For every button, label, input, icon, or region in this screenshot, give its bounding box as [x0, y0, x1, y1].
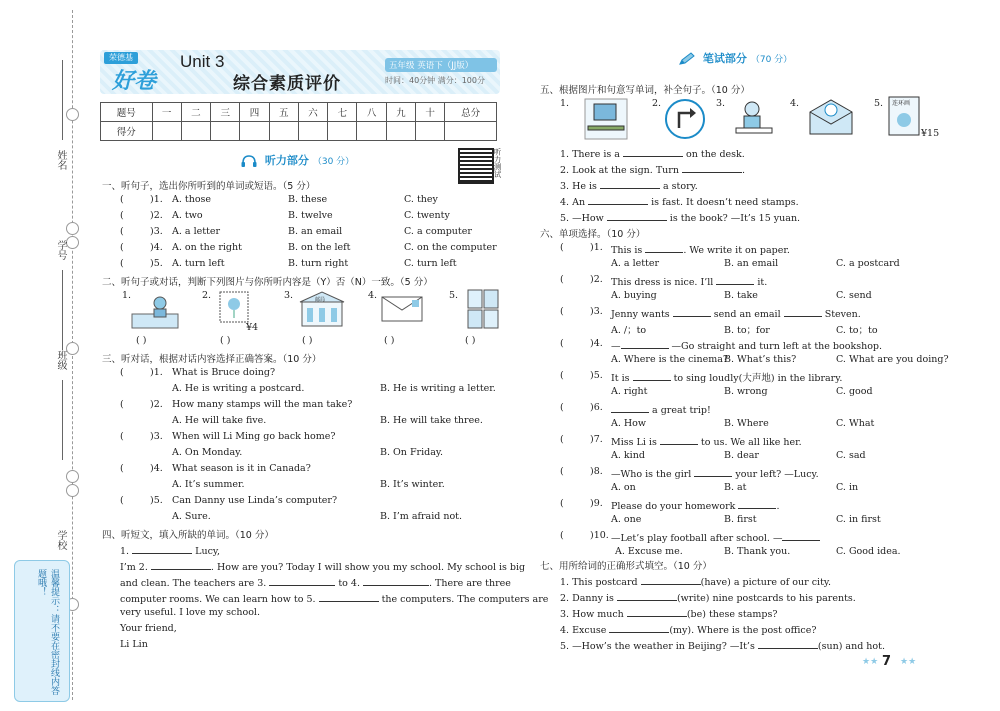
question-text	[611, 306, 861, 320]
score-cell: 二	[181, 103, 210, 122]
option-b: B. He is writing a letter.	[380, 383, 496, 394]
fill-blank[interactable]	[588, 194, 648, 205]
answer-bracket[interactable]: (	[120, 367, 124, 378]
answer-bracket[interactable]: (	[120, 258, 124, 269]
question-text	[611, 242, 790, 256]
fill-blank[interactable]	[660, 434, 698, 445]
sentence-text: 3. How much	[560, 609, 624, 620]
answer-bracket[interactable]: (	[120, 226, 124, 237]
decor-stars-right: ★★	[900, 657, 917, 667]
stamps-picture	[466, 288, 502, 332]
class-field[interactable]	[62, 380, 63, 460]
sentence-text: 1. This postcard	[560, 577, 638, 588]
score-row-label: 得分	[101, 122, 153, 141]
question-row	[560, 606, 777, 620]
question-part: This is	[611, 245, 643, 256]
picture-number: 4.	[790, 98, 800, 109]
fill-blank[interactable]	[645, 242, 683, 253]
option-b: B. wrong	[724, 386, 768, 397]
sentence-text: (have) a picture of our city.	[700, 577, 832, 588]
decor-stars-left: ★★	[862, 657, 879, 667]
score-input[interactable]	[181, 122, 210, 141]
question-part: to us. We all like her.	[700, 437, 802, 448]
sentence-text: 4. An	[560, 197, 586, 208]
option-b: B. Thank you.	[724, 546, 791, 557]
answer-bracket[interactable]: (	[560, 402, 564, 413]
score-cell: 七	[328, 103, 357, 122]
sentence-text: 5. —How’s the weather in Beijing? —It’s	[560, 641, 755, 652]
question-number: )1.	[150, 367, 163, 378]
question-row	[560, 162, 745, 176]
option-c: C. in	[836, 482, 859, 493]
picture-number: 2.	[652, 98, 662, 109]
option-b: B. these	[288, 194, 328, 205]
score-value-row	[101, 122, 497, 141]
sentence-text: 2. Look at the sign. Turn	[560, 165, 679, 176]
option-b: B. to；for	[724, 325, 770, 336]
binding-hole	[66, 470, 79, 483]
score-input[interactable]	[211, 122, 240, 141]
option-a: A. a letter	[611, 258, 660, 269]
option-a: A. right	[611, 386, 648, 397]
answer-bracket[interactable]: ( )	[136, 335, 147, 346]
fill-blank-3[interactable]	[269, 575, 335, 586]
fill-blank[interactable]	[611, 402, 649, 413]
logo: 好卷	[112, 69, 157, 94]
question-row	[560, 590, 856, 604]
question-row	[560, 622, 816, 636]
option-b: B. turn right	[288, 258, 349, 269]
comic-book-picture	[888, 96, 920, 136]
fill-blank[interactable]	[617, 590, 677, 601]
writing-points: （70 分）	[750, 55, 793, 65]
passage-line: Your friend,	[120, 623, 177, 634]
option-b: B. It’s winter.	[380, 479, 445, 490]
passage-text: 1.	[120, 546, 130, 557]
question-number: )10.	[590, 530, 609, 541]
option-a: A. turn left	[172, 258, 225, 269]
stamp-picture	[216, 290, 256, 326]
section-2-heading: 二、听句子或对话，判断下列图片与你所听内容是（Y）否（N）一致。（5 分）	[102, 277, 433, 288]
school-label: 学校	[55, 530, 66, 550]
option-c: C. good	[836, 386, 873, 397]
option-c: C. they	[404, 194, 438, 205]
question-number: )5.	[590, 370, 603, 381]
question-row	[560, 210, 800, 224]
option-c: C. What are you doing?	[836, 354, 949, 365]
score-input[interactable]	[152, 122, 181, 141]
sentence-text: (write) nine postcards to his parents.	[676, 593, 856, 604]
fill-blank[interactable]	[641, 574, 701, 585]
score-cell: 六	[298, 103, 327, 122]
option-b: B. On Friday.	[380, 447, 443, 458]
score-input[interactable]	[328, 122, 357, 141]
option-a: A. Sure.	[172, 511, 211, 522]
option-c: C. What	[836, 418, 875, 429]
boy-writing-picture	[130, 294, 180, 330]
question-part: —Go straight and turn left at the bookshop.	[671, 341, 883, 352]
question-text	[611, 338, 882, 352]
score-cell: 四	[240, 103, 269, 122]
option-b: B. take	[724, 290, 758, 301]
fill-blank-2[interactable]	[151, 559, 211, 570]
score-input[interactable]	[386, 122, 415, 141]
answer-bracket[interactable]: (	[120, 495, 124, 506]
option-c: C. on the computer	[404, 242, 497, 253]
option-b: B. twelve	[288, 210, 333, 221]
score-cell: 九	[386, 103, 415, 122]
question-text: How many stamps will the man take?	[172, 399, 353, 410]
question-part: It is	[611, 373, 630, 384]
answer-bracket[interactable]: (	[560, 306, 564, 317]
sentence-text: a story.	[663, 181, 698, 192]
fill-blank[interactable]	[782, 530, 820, 541]
option-a: A. He will take five.	[172, 415, 267, 426]
question-part: Miss Li is	[611, 437, 657, 448]
question-row	[560, 146, 745, 160]
fill-blank-1[interactable]	[132, 543, 192, 554]
option-c: C. a computer	[404, 226, 472, 237]
answer-bracket[interactable]: (	[560, 242, 564, 253]
section-3-heading: 三、听对话，根据对话内容选择正确答案。（10 分）	[102, 354, 322, 365]
answer-bracket[interactable]: (	[560, 498, 564, 509]
answer-bracket[interactable]: ( )	[384, 335, 395, 346]
headphones-icon	[240, 154, 258, 168]
sentence-text: 3. He is	[560, 181, 597, 192]
sentence-text: (sun) and hot.	[817, 641, 885, 652]
fill-blank-5[interactable]	[319, 591, 379, 602]
pencil-icon	[678, 52, 696, 66]
option-c: C. Good idea.	[836, 546, 901, 557]
option-b: B. What’s this?	[724, 354, 797, 365]
writing-title	[678, 50, 792, 66]
answer-bracket[interactable]: (	[120, 463, 124, 474]
section-6-heading: 六、单项选择。（10 分）	[540, 229, 646, 240]
option-b: B. an email	[724, 258, 779, 269]
answer-bracket[interactable]: (	[120, 431, 124, 442]
question-text: Can Danny use Linda’s computer?	[172, 495, 338, 506]
fill-blank[interactable]	[623, 146, 683, 157]
sentence-text: on the desk.	[686, 149, 745, 160]
name-label: 姓名	[55, 150, 66, 170]
class-label: 班级	[55, 350, 66, 370]
student-id-field[interactable]	[62, 270, 63, 350]
question-text	[611, 466, 819, 480]
section-5-heading: 五、根据图片和句意写单词，补全句子。（10 分）	[540, 85, 750, 96]
name-field[interactable]	[62, 60, 63, 140]
question-text	[611, 274, 767, 288]
page-number: 7	[882, 654, 892, 669]
question-part: Steven.	[824, 309, 861, 320]
option-a: A. Excuse me.	[615, 546, 683, 557]
fill-blank[interactable]	[627, 606, 687, 617]
option-c: C. twenty	[404, 210, 450, 221]
picture-number: 3.	[716, 98, 726, 109]
option-a: A. a letter	[172, 226, 221, 237]
passage-text: the computers. The computers are	[381, 594, 549, 605]
option-c: C. a postcard	[836, 258, 900, 269]
fill-blank[interactable]	[600, 178, 660, 189]
binding-hole	[66, 222, 79, 235]
comic-book-label: 连环画	[892, 100, 911, 107]
question-part: .	[776, 501, 780, 512]
fill-blank[interactable]	[716, 274, 754, 285]
score-cell: 一	[152, 103, 181, 122]
score-table	[100, 102, 497, 141]
score-input[interactable]	[240, 122, 269, 141]
question-row	[560, 178, 698, 192]
sentence-text: 5. —How	[560, 213, 604, 224]
score-cell: 题号	[101, 103, 153, 122]
sentence-text: 4. Excuse	[560, 625, 607, 636]
fill-blank[interactable]	[621, 338, 669, 349]
time-limit: 时间：40分钟 满分：100分	[385, 76, 485, 85]
score-cell: 总分	[445, 103, 497, 122]
option-c: C. turn left	[404, 258, 457, 269]
passage-text: I’m 2.	[120, 562, 148, 573]
post-office-picture	[296, 290, 348, 330]
option-c: C. send	[836, 290, 872, 301]
fill-blank-4[interactable]	[363, 575, 429, 586]
computer-on-desk-picture	[584, 98, 628, 140]
question-text	[611, 434, 802, 448]
question-part: a great trip!	[652, 405, 711, 416]
question-row	[560, 574, 831, 588]
passage-text: . There are three	[429, 578, 511, 589]
question-number: )6.	[590, 402, 603, 413]
passage-text: computer rooms. We can learn how to 5.	[120, 594, 316, 605]
fill-blank[interactable]	[607, 210, 667, 221]
question-text: What season is it in Canada?	[172, 463, 311, 474]
sentence-text: is the book? —It’s 15 yuan.	[669, 213, 801, 224]
option-b: B. an email	[288, 226, 343, 237]
question-number: )3.	[590, 306, 603, 317]
fill-blank[interactable]	[682, 162, 742, 173]
question-text	[611, 498, 780, 512]
question-part: Please do your homework	[611, 501, 736, 512]
answer-bracket[interactable]: (	[560, 434, 564, 445]
binding-hole	[66, 484, 79, 497]
fill-blank[interactable]	[694, 466, 732, 477]
book-price: ¥15	[921, 128, 940, 139]
option-b: B. He will take three.	[380, 415, 483, 426]
binding-margin	[0, 0, 100, 711]
option-a: A. kind	[611, 450, 645, 461]
answer-bracket[interactable]: ( )	[465, 335, 476, 346]
email-picture	[806, 96, 856, 138]
brand-badge: 荣德基	[104, 52, 138, 64]
answer-bracket[interactable]: ( )	[302, 335, 313, 346]
answer-bracket[interactable]: ( )	[220, 335, 231, 346]
passage-line	[120, 559, 525, 573]
question-number: )4.	[150, 242, 163, 253]
sentence-text: 2. Danny is	[560, 593, 614, 604]
stamp-price: ¥4	[246, 322, 259, 333]
option-a: A. those	[172, 194, 212, 205]
page-title: 综合素质评价	[233, 74, 341, 94]
answer-bracket[interactable]: (	[560, 466, 564, 477]
option-a: A. It’s summer.	[172, 479, 245, 490]
picture-number: 5.	[874, 98, 884, 109]
qr-code[interactable]	[458, 148, 494, 184]
grade-info	[385, 58, 497, 88]
question-number: )5.	[150, 258, 163, 269]
option-b: B. on the left	[288, 242, 351, 253]
question-text	[611, 530, 820, 544]
envelope-picture	[380, 294, 424, 324]
question-number: )4.	[590, 338, 603, 349]
picture-number: 1.	[560, 98, 570, 109]
score-cell: 十	[416, 103, 445, 122]
option-b: B. Where	[724, 418, 769, 429]
listening-points: （30 分）	[312, 157, 355, 167]
unit-label: Unit 3	[180, 52, 225, 71]
fill-blank[interactable]	[738, 498, 776, 509]
question-part: —	[611, 341, 621, 352]
sentence-text: (my). Where is the post office?	[669, 625, 817, 636]
answer-bracket[interactable]: (	[560, 530, 564, 541]
score-header-row	[101, 103, 497, 122]
option-c: C. in first	[836, 514, 881, 525]
score-input[interactable]	[298, 122, 327, 141]
writing-title-text: 笔试部分	[702, 52, 747, 65]
question-part: it.	[757, 277, 768, 288]
section-1-heading: 一、听句子，选出你所听到的单词或短语。（5 分）	[102, 181, 316, 192]
picture-number: 2.	[202, 290, 212, 301]
option-a: A. Where is the cinema?	[611, 354, 728, 365]
question-number: )2.	[150, 399, 163, 410]
answer-bracket[interactable]: (	[120, 194, 124, 205]
question-number: )5.	[150, 495, 163, 506]
qr-label: 听力测试	[493, 148, 502, 178]
score-input[interactable]	[416, 122, 445, 141]
option-a: A. /；to	[611, 325, 647, 336]
passage-line: Li Lin	[120, 639, 148, 650]
question-number: )2.	[590, 274, 603, 285]
question-part: send an email	[713, 309, 781, 320]
option-a: A. He is writing a postcard.	[172, 383, 305, 394]
passage-text: . How are you? Today I will show you my school. My school is big	[210, 562, 526, 573]
question-part: to sing loudly(大声地) in the library.	[673, 373, 843, 384]
fill-blank[interactable]	[633, 370, 671, 381]
fill-blank[interactable]	[609, 622, 669, 633]
option-c: C. to；to	[836, 325, 878, 336]
question-number: )3.	[150, 431, 163, 442]
question-row	[560, 194, 799, 208]
option-b: B. I’m afraid not.	[380, 511, 463, 522]
question-number: )7.	[590, 434, 603, 445]
question-text: When will Li Ming go back home?	[172, 431, 336, 442]
post-office-sign: 邮局	[315, 297, 326, 303]
question-text: What is Bruce doing?	[172, 367, 276, 378]
answer-bracket[interactable]: (	[560, 274, 564, 285]
question-number: )1.	[590, 242, 603, 253]
listening-title	[240, 152, 354, 168]
question-number: )9.	[590, 498, 603, 509]
picture-number: 3.	[284, 290, 294, 301]
question-number: )1.	[150, 194, 163, 205]
passage-line	[120, 543, 220, 557]
question-part: —Who is the girl	[611, 469, 692, 480]
answer-bracket[interactable]: (	[560, 338, 564, 349]
answer-bracket[interactable]: (	[120, 242, 124, 253]
option-a: A. On Monday.	[172, 447, 243, 458]
fill-blank[interactable]	[758, 638, 818, 649]
section-4-heading: 四、听短文，填入所缺的单词。（10 分）	[102, 530, 274, 541]
option-a: A. on the right	[172, 242, 242, 253]
fill-blank[interactable]	[673, 306, 711, 317]
score-cell: 三	[211, 103, 240, 122]
question-part: —Let’s play football after school. —	[611, 533, 783, 544]
question-number: )2.	[150, 210, 163, 221]
sentence-text: (be) these stamps?	[686, 609, 778, 620]
binding-hole	[66, 108, 79, 121]
question-number: )4.	[150, 463, 163, 474]
option-b: B. at	[724, 482, 747, 493]
warm-tip-box	[14, 560, 70, 702]
picture-number: 5.	[449, 290, 459, 301]
answer-bracket[interactable]: (	[120, 399, 124, 410]
score-input[interactable]	[445, 122, 497, 141]
option-a: A. How	[611, 418, 647, 429]
score-cell: 五	[269, 103, 298, 122]
question-text	[611, 370, 842, 384]
sentence-text: is fast. It doesn’t need stamps.	[651, 197, 799, 208]
option-a: A. on	[611, 482, 636, 493]
sentence-text: .	[742, 165, 746, 176]
turn-sign-picture	[664, 98, 706, 140]
score-input[interactable]	[269, 122, 298, 141]
question-part: your left? —Lucy.	[735, 469, 819, 480]
question-part: This dress is nice. I’ll	[611, 277, 714, 288]
question-part: . We write it on paper.	[683, 245, 790, 256]
passage-line	[120, 575, 511, 589]
passage-text: to 4.	[338, 578, 360, 589]
passage-line: very useful. I love my school.	[120, 607, 260, 618]
sentence-text: 1. There is a	[560, 149, 620, 160]
passage-text: and clean. The teachers are 3.	[120, 578, 267, 589]
section-7-heading: 七、用所给词的正确形式填空。（10 分）	[540, 561, 712, 572]
option-a: A. two	[172, 210, 203, 221]
warm-tip-text: 温馨提示：请不要在密封线内答题哦！	[36, 569, 59, 695]
fill-blank[interactable]	[784, 306, 822, 317]
question-row	[560, 638, 885, 652]
score-cell: 八	[357, 103, 386, 122]
passage-line	[120, 591, 548, 605]
answer-bracket[interactable]: (	[120, 210, 124, 221]
question-part: Jenny wants	[611, 309, 670, 320]
score-input[interactable]	[357, 122, 386, 141]
student-id-label: 学号	[55, 240, 66, 260]
passage-text: Lucy,	[195, 546, 221, 557]
option-b: B. dear	[724, 450, 759, 461]
option-c: C. sad	[836, 450, 866, 461]
grade-label: 五年级 英语下（JJ版）	[385, 58, 497, 72]
picture-number: 4.	[368, 290, 378, 301]
option-b: B. first	[724, 514, 757, 525]
answer-bracket[interactable]: (	[560, 370, 564, 381]
listening-title-text: 听力部分	[264, 154, 309, 167]
question-number: )8.	[590, 466, 603, 477]
boy-writing-picture	[732, 98, 776, 138]
picture-number: 1.	[122, 290, 132, 301]
option-a: A. one	[611, 514, 642, 525]
question-number: )3.	[150, 226, 163, 237]
option-a: A. buying	[611, 290, 657, 301]
question-text	[611, 402, 711, 416]
